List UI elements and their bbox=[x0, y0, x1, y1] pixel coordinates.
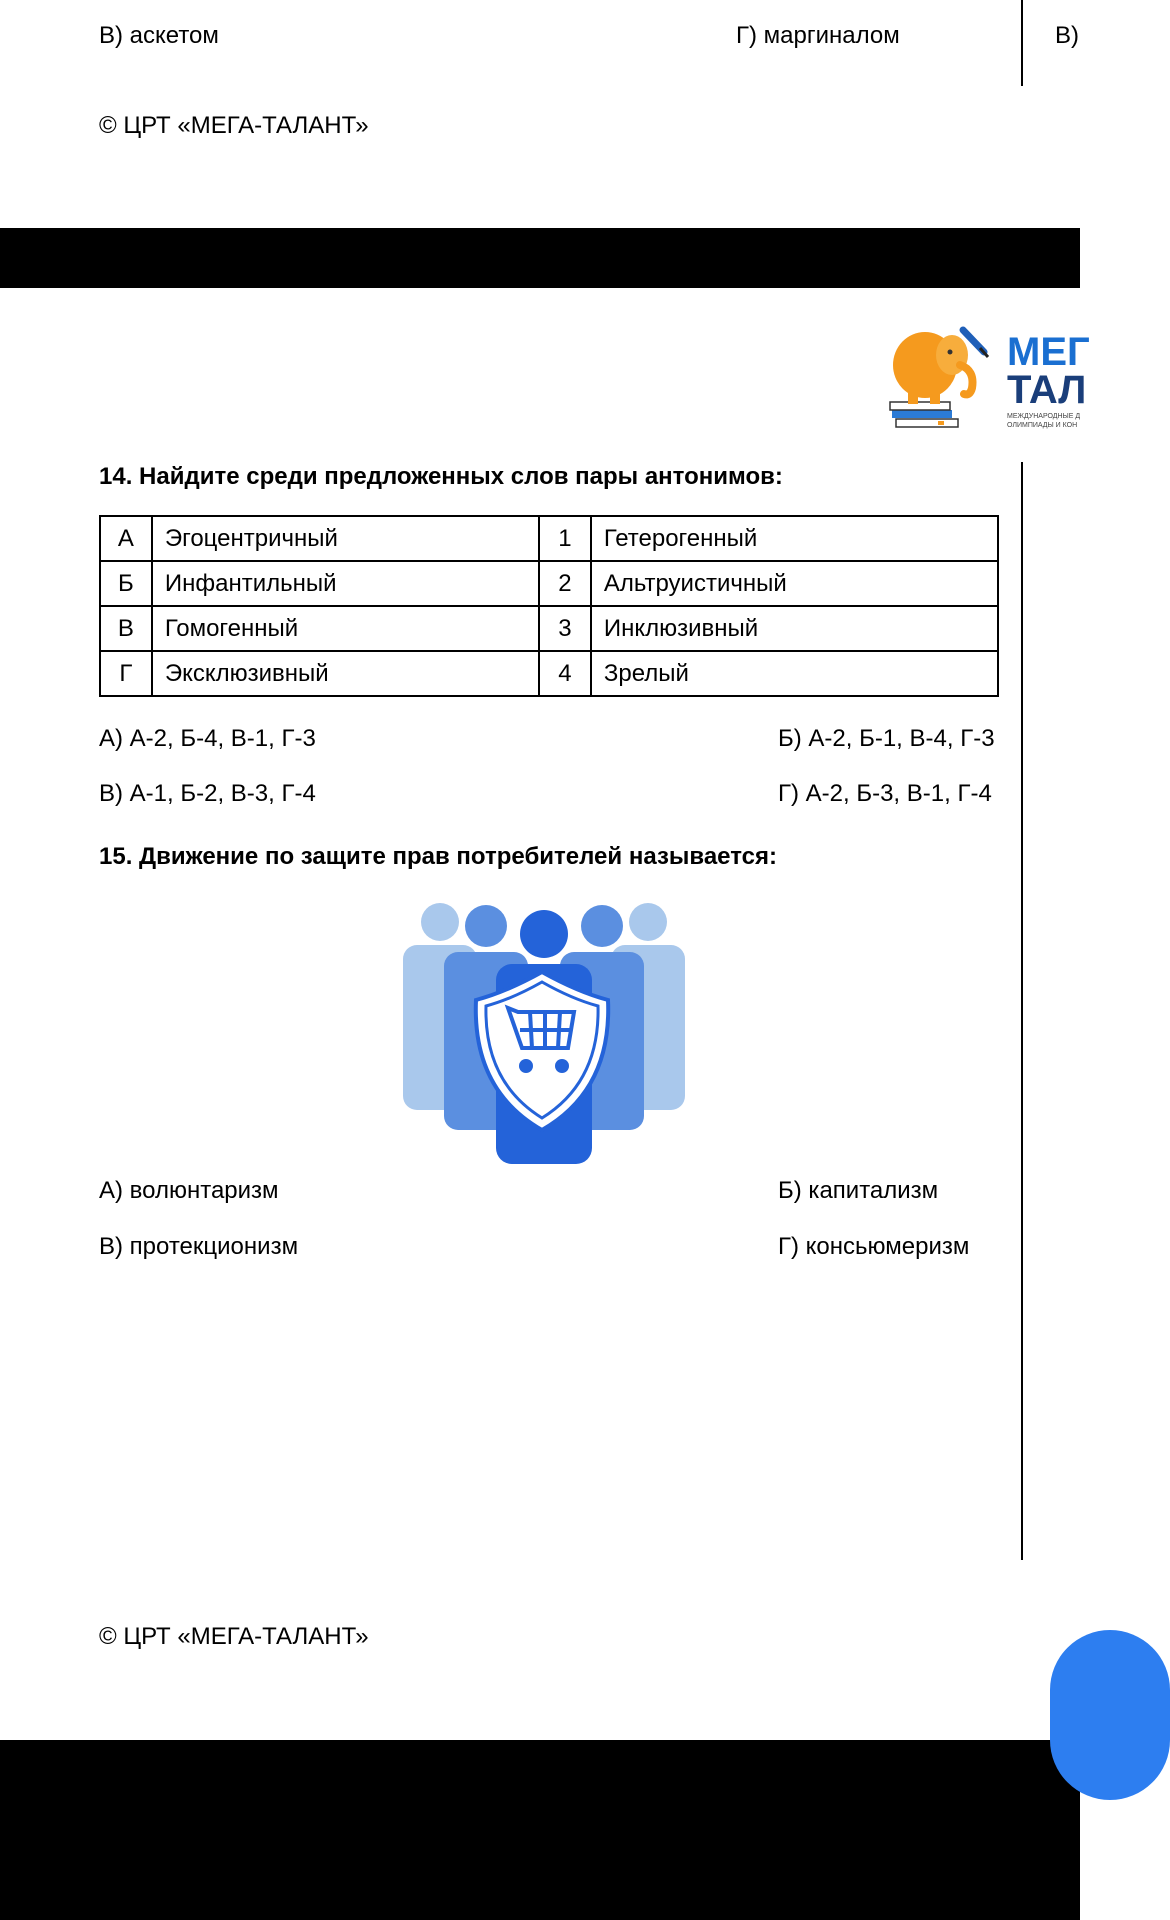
logo-line1: МЕГ bbox=[1007, 330, 1090, 374]
mega-talant-logo bbox=[880, 320, 1090, 435]
row-letter: Г bbox=[100, 651, 152, 696]
page-gap-bottom bbox=[0, 1740, 1080, 1920]
prev-option-v: В) аскетом bbox=[99, 22, 219, 49]
row-left-word: Инфантильный bbox=[152, 561, 539, 606]
q14-answer-b: Б) А-2, Б-1, В-4, Г-3 bbox=[778, 725, 995, 752]
row-left-word: Гомогенный bbox=[152, 606, 539, 651]
q14-answer-g: Г) А-2, Б-3, В-1, Г-4 bbox=[778, 780, 992, 807]
row-left-word: Эгоцентричный bbox=[152, 516, 539, 561]
row-right-word: Альтруистичный bbox=[591, 561, 998, 606]
table-row bbox=[100, 561, 998, 606]
antonym-table bbox=[99, 515, 999, 697]
row-left-word: Эксклюзивный bbox=[152, 651, 539, 696]
row-letter: Б bbox=[100, 561, 152, 606]
page-gap-top bbox=[0, 228, 1080, 288]
prev-copyright: © ЦРТ «МЕГА-ТАЛАНТ» bbox=[99, 112, 369, 139]
row-number: 2 bbox=[539, 561, 591, 606]
row-number: 3 bbox=[539, 606, 591, 651]
logo-line2: ТАЛ bbox=[1007, 368, 1087, 412]
row-right-word: Зрелый bbox=[591, 651, 998, 696]
q14-answer-v: В) А-1, Б-2, В-3, Г-4 bbox=[99, 780, 316, 807]
prev-option-v-right: В) bbox=[1055, 22, 1079, 49]
prev-option-g: Г) маргиналом bbox=[736, 22, 900, 49]
logo-small1: МЕЖДУНАРОДНЫЕ Д bbox=[1007, 413, 1081, 420]
floating-action-button[interactable] bbox=[1050, 1630, 1170, 1800]
margin-line-top bbox=[1021, 0, 1023, 86]
q15-answer-v: В) протекционизм bbox=[99, 1233, 299, 1260]
q15-answer-b: Б) капитализм bbox=[778, 1177, 939, 1204]
row-letter: В bbox=[100, 606, 152, 651]
logo-small2: ОЛИМПИАДЫ И КОН bbox=[1007, 422, 1078, 429]
table-row bbox=[100, 516, 998, 561]
row-right-word: Гетерогенный bbox=[591, 516, 998, 561]
row-letter: А bbox=[100, 516, 152, 561]
q14-answer-a: А) А-2, Б-4, В-1, Г-3 bbox=[99, 725, 316, 752]
row-number: 1 bbox=[539, 516, 591, 561]
question-14-title: 14. Найдите среди предложенных слов пары антонимов: bbox=[99, 463, 783, 490]
question-15-title: 15. Движение по защите прав потребителей называется: bbox=[99, 843, 777, 870]
consumer-protection-illustration bbox=[400, 900, 685, 1170]
row-number: 4 bbox=[539, 651, 591, 696]
margin-line-main bbox=[1021, 462, 1023, 1560]
table-row bbox=[100, 606, 998, 651]
elephant-logo-icon bbox=[880, 320, 995, 435]
row-right-word: Инклюзивный bbox=[591, 606, 998, 651]
footer-copyright: © ЦРТ «МЕГА-ТАЛАНТ» bbox=[99, 1623, 369, 1650]
table-row bbox=[100, 651, 998, 696]
q15-answer-g: Г) консьюмеризм bbox=[778, 1233, 970, 1260]
q15-answer-a: А) волюнтаризм bbox=[99, 1177, 279, 1204]
